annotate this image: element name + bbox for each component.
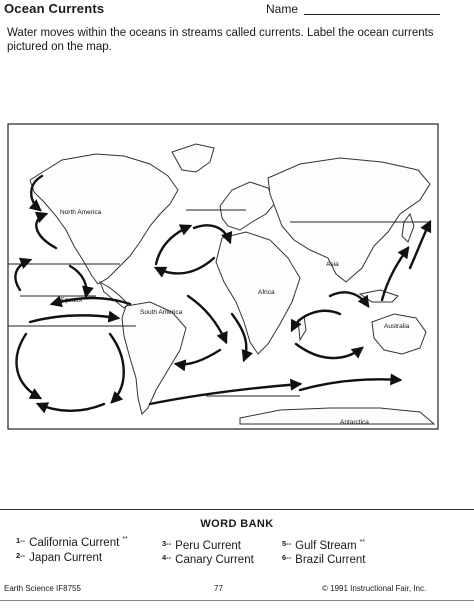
footer-copyright: © 1991 Instructional Fair, Inc.: [322, 584, 427, 593]
word-bank-item: $^{1--}$ California Current **: [16, 536, 128, 549]
label-antarctica: Antarctica: [340, 419, 369, 426]
label-south-america: South America: [140, 309, 183, 316]
instructions-text: Water moves within the oceans in streams called currents. Label the ocean currents pictured on the map.: [7, 27, 434, 53]
label-africa: Africa: [258, 289, 275, 296]
name-blank-line: [304, 14, 440, 15]
name-label: Name: [266, 2, 299, 16]
word-bank-item: $^{6--}$ Brazil Current: [282, 553, 366, 566]
word-bank-item: $^{3--}$ Peru Current: [162, 539, 242, 552]
footer-page-number: 77: [214, 584, 223, 593]
ocean-currents-map: [0, 118, 474, 438]
footer-publisher-code: Earth Science IF8755: [4, 584, 81, 593]
word-bank-divider: [0, 509, 474, 510]
label-asia: Asia: [326, 261, 339, 268]
word-bank-item: $^{2--}$ Japan Current: [16, 551, 103, 564]
footer-divider: [0, 600, 474, 601]
word-bank-title: WORD BANK: [200, 518, 274, 530]
worksheet-title: Ocean Currents: [4, 1, 105, 16]
word-bank-item: $^{4--}$ Canary Current: [162, 553, 254, 566]
word-bank-item: $^{5--}$ Gulf Stream **: [282, 539, 365, 552]
label-equator: Equator: [60, 297, 83, 304]
label-australia: Australia: [384, 323, 410, 330]
label-north-america: North America: [60, 209, 102, 216]
